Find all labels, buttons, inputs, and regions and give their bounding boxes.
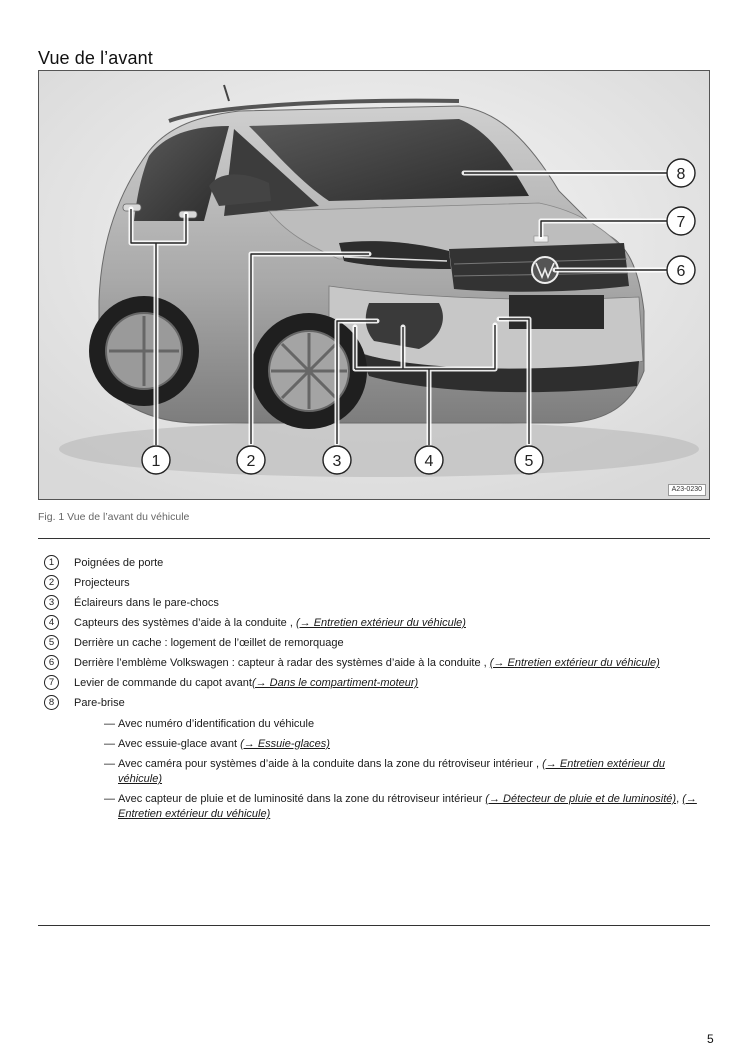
legend-number-4: 4 <box>44 615 59 630</box>
legend-number-3: 3 <box>44 595 59 610</box>
callout-5 <box>515 446 543 474</box>
bottom-divider <box>38 925 710 926</box>
callout-label-1: 1 <box>151 453 161 470</box>
callout-label-6: 6 <box>676 263 686 280</box>
sub-item-1 <box>74 717 710 732</box>
legend-text-5: Derrière un cache : logement de l’œillet de remorquage <box>74 637 344 649</box>
legend-number-8: 8 <box>44 695 59 710</box>
dash-bullet: — <box>104 758 115 770</box>
sub-item-text-2: Avec essuie-glace avant <box>118 738 238 750</box>
legend-text-1: Poignées de porte <box>74 557 164 569</box>
legend-text-8: Pare-brise <box>74 697 125 709</box>
legend-item-2 <box>44 576 710 591</box>
callout-label-2: 2 <box>246 453 256 470</box>
legend-number-7: 7 <box>44 675 59 690</box>
callout-8 <box>667 159 695 187</box>
cross-reference-link[interactable]: (→ Entretien extérieur du véhicule) <box>295 617 466 629</box>
legend-item-7 <box>44 676 710 691</box>
legend-item-3 <box>44 596 710 611</box>
legend-text-7: Levier de commande du capot avant <box>74 677 252 689</box>
sub-item-4: — Avec capteur de pluie et de luminosité dans la zone du rétroviseur intérieur (→ Détecteur de pluie et de luminosité), (→ Entretien extérieur du véhicule) <box>104 793 697 820</box>
cross-reference-link[interactable]: (→ Détecteur de pluie et de luminosité) <box>485 793 677 805</box>
car-illustration <box>39 71 709 499</box>
legend-text-4: Capteurs des systèmes d’aide à la conduite , <box>74 617 293 629</box>
dash-bullet: — <box>104 738 115 750</box>
sub-item-text-1: Avec numéro d’identification du véhicule <box>118 718 315 730</box>
top-divider <box>38 538 710 539</box>
legend-list <box>44 556 710 827</box>
dash-bullet: — <box>104 718 115 730</box>
dash-bullet: — <box>104 793 115 805</box>
legend-text-2: Projecteurs <box>74 577 130 589</box>
legend-number-5: 5 <box>44 635 59 650</box>
callout-label-7: 7 <box>676 214 686 231</box>
callout-3 <box>323 446 351 474</box>
callout-label-8: 8 <box>676 166 686 183</box>
legend-text-3: Éclaireurs dans le pare-chocs <box>74 597 219 609</box>
figure-code: A23-0230 <box>668 484 706 496</box>
legend-item-8 <box>44 696 710 822</box>
legend-item-5 <box>44 636 710 651</box>
legend-item-6 <box>44 656 710 671</box>
legend-item-4 <box>44 616 710 631</box>
sub-item-2 <box>74 737 710 752</box>
cross-reference-link[interactable]: (→ Entretien extérieur du véhicule) <box>489 657 660 669</box>
legend-text-6: Derrière l’emblème Volkswagen : capteur à radar des systèmes d’aide à la conduite , <box>74 657 487 669</box>
cross-reference-link[interactable]: (→ Dans le compartiment-moteur) <box>251 677 419 689</box>
callout-6 <box>667 256 695 284</box>
sub-item-3 <box>74 757 710 787</box>
page-title: Vue de l’avant <box>38 48 153 69</box>
callout-label-5: 5 <box>524 453 534 470</box>
figure-caption: Fig. 1 Vue de l’avant du véhicule <box>38 511 190 523</box>
sub-item-text-3: Avec caméra pour systèmes d’aide à la conduite dans la zone du rétroviseur intérieur , <box>118 758 540 770</box>
sub-item-text-4: Avec capteur de pluie et de luminosité dans la zone du rétroviseur intérieur <box>118 793 483 805</box>
legend-number-6: 6 <box>44 655 59 670</box>
legend-item-1 <box>44 556 710 571</box>
windshield-sub-list <box>74 717 710 822</box>
legend-number-1: 1 <box>44 555 59 570</box>
callout-label-3: 3 <box>332 453 342 470</box>
callout-1 <box>142 446 170 474</box>
page-number: 5 <box>707 1032 714 1046</box>
callout-4 <box>415 446 443 474</box>
cross-reference-link[interactable]: (→ Entretien extérieur du véhicule) <box>118 758 666 785</box>
cross-reference-link[interactable]: (→ Entretien extérieur du véhicule) <box>118 793 697 820</box>
cross-reference-link[interactable]: (→ Essuie-glaces) <box>240 738 330 750</box>
vehicle-front-figure <box>38 70 710 500</box>
callout-2 <box>237 446 265 474</box>
legend-number-2: 2 <box>44 575 59 590</box>
callout-7 <box>667 207 695 235</box>
callout-label-4: 4 <box>424 453 434 470</box>
